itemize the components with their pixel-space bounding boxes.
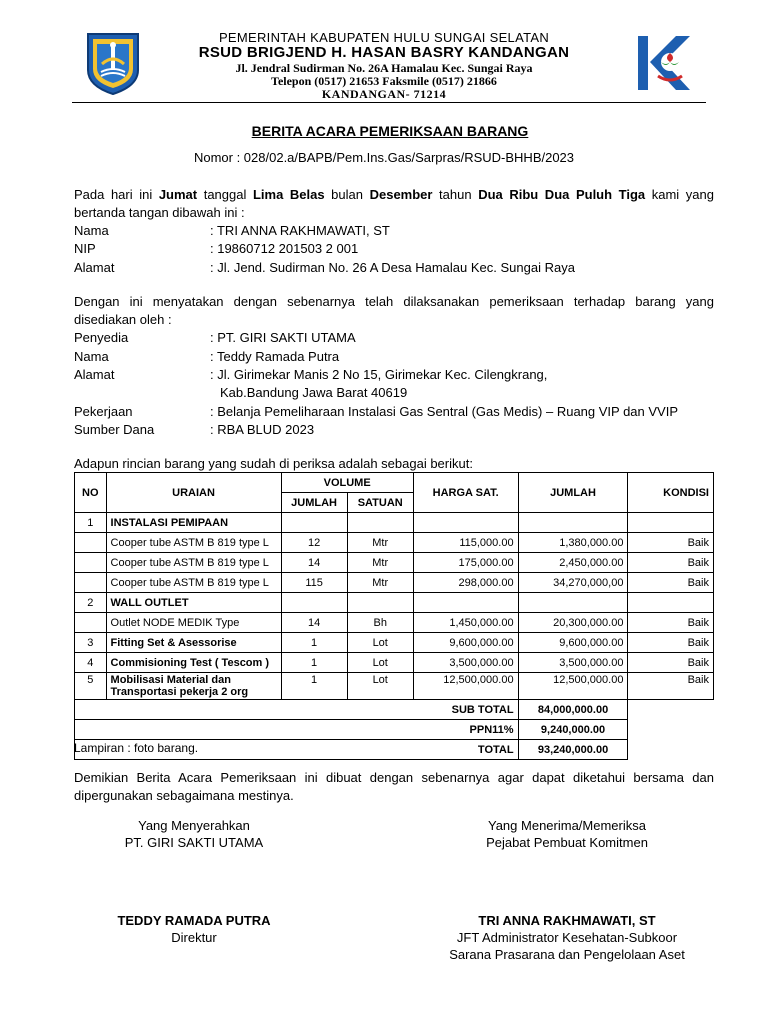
header-kondisi: KONDISI	[628, 473, 714, 513]
signature-right	[437, 817, 697, 851]
fund-source-label: Sumber Dana	[74, 422, 155, 437]
header-hospital-name: RSUD BRIGJEND H. HASAN BASRY KANDANGAN	[198, 44, 570, 61]
header-city: KANDANGAN- 71214	[321, 87, 447, 101]
cell-harga: 298,000.00	[413, 573, 518, 593]
table-row	[75, 673, 714, 700]
ppn-row	[75, 720, 714, 740]
cell-no	[75, 533, 107, 553]
provider-name-value: : Teddy Ramada Putra	[210, 349, 340, 364]
cell-sat: Lot	[347, 653, 413, 673]
cell-no	[75, 573, 107, 593]
cell-uraian: WALL OUTLET	[106, 593, 281, 613]
items-table	[74, 472, 714, 760]
header-jumlah: JUMLAH	[518, 473, 628, 513]
cell-vol: 115	[281, 573, 347, 593]
provider-value: : PT. GIRI SAKTI UTAMA	[210, 330, 356, 345]
subtotal-value: 84,000,000.00	[518, 700, 628, 720]
subtotal-row	[75, 700, 714, 720]
cell-harga: 1,450,000.00	[413, 613, 518, 633]
cell-sat: Lot	[347, 633, 413, 653]
right-role: Yang Menerima/Memeriksa	[488, 818, 646, 833]
document-number: Nomor : 028/02.a/BAPB/Pem.Ins.Gas/Sarpras/RSUD-BHHB/2023	[193, 150, 575, 165]
right-signatory-title-2: Sarana Prasarana dan Pengelolaan Aset	[449, 947, 685, 962]
provider-address-value-2: Kab.Bandung Jawa Barat 40619	[220, 385, 408, 400]
document-title: BERITA ACARA PEMERIKSAAN BARANG	[251, 123, 529, 139]
table-row	[75, 593, 714, 613]
left-role: Yang Menyerahkan	[138, 818, 250, 833]
header-uraian: URAIAN	[106, 473, 281, 513]
cell-harga: 12,500,000.00	[413, 673, 518, 700]
cell-jumlah: 20,300,000.00	[518, 613, 628, 633]
cell-harga	[413, 593, 518, 613]
cell-no	[75, 553, 107, 573]
cell-uraian: Commisioning Test ( Tescom )	[106, 653, 281, 673]
signature-left	[94, 817, 294, 851]
cell-vol: 14	[281, 613, 347, 633]
header-satuan: SATUAN	[347, 493, 413, 513]
header-divider	[72, 102, 706, 103]
cell-harga: 9,600,000.00	[413, 633, 518, 653]
cell-vol	[281, 593, 347, 613]
header-phone: Telepon (0517) 21653 Faksmile (0517) 21866	[271, 74, 497, 88]
officer-name-value: : TRI ANNA RAKHMAWATI, ST	[210, 223, 390, 238]
cell-kondisi: Baik	[628, 673, 714, 700]
cell-uraian: Fitting Set & Asessorise	[106, 633, 281, 653]
cell-vol: 1	[281, 653, 347, 673]
statement-paragraph: Dengan ini menyatakan dengan sebenarnya telah dilaksanakan pemeriksaan terhadap barang yang disediakan oleh :	[74, 294, 714, 327]
cell-no: 4	[75, 653, 107, 673]
subtotal-label: SUB TOTAL	[75, 700, 519, 720]
attachment-note: Lampiran : foto barang.	[74, 741, 199, 755]
cell-kondisi: Baik	[628, 613, 714, 633]
cell-uraian: Cooper tube ASTM B 819 type L	[106, 533, 281, 553]
total-label: TOTAL	[75, 740, 519, 760]
provider-address-label: Alamat	[74, 367, 115, 382]
ppn-value: 9,240,000.00	[518, 720, 628, 740]
table-row	[75, 633, 714, 653]
officer-name-label: Nama	[74, 223, 109, 238]
opening-paragraph: Pada hari ini Jumat tanggal Lima Belas bulan Desember tahun Dua Ribu Dua Puluh Tiga kami yang bertanda tangan dibawah ini :	[74, 187, 714, 220]
cell-no: 2	[75, 593, 107, 613]
provider-name-label: Nama	[74, 349, 109, 364]
cell-sat: Bh	[347, 613, 413, 633]
header-volume-jumlah: JUMLAH	[281, 493, 347, 513]
cell-uraian: Cooper tube ASTM B 819 type L	[106, 553, 281, 573]
cell-jumlah: 1,380,000.00	[518, 533, 628, 553]
cell-no	[75, 613, 107, 633]
cell-harga: 175,000.00	[413, 553, 518, 573]
officer-nip-label: NIP	[74, 241, 96, 256]
cell-uraian: INSTALASI PEMIPAAN	[106, 513, 281, 533]
header-no: NO	[75, 473, 107, 513]
cell-kondisi: Baik	[628, 573, 714, 593]
cell-jumlah	[518, 593, 628, 613]
provider-address-value-1: : Jl. Girimekar Manis 2 No 15, Girimekar Kec. Cilengkrang,	[210, 367, 548, 382]
cell-uraian: Mobilisasi Material dan Transportasi pekerja 2 org	[106, 673, 281, 700]
closing-paragraph: Demikian Berita Acara Pemeriksaan ini dibuat dengan sebenarnya agar dapat diketahui bersama dan dipergunakan sebagaimana mestinya.	[74, 770, 714, 803]
header-address: Jl. Jendral Sudirman No. 26A Hamalau Kec. Sungai Raya	[235, 61, 533, 75]
cell-harga	[413, 513, 518, 533]
left-signatory-name: TEDDY RAMADA PUTRA	[117, 913, 271, 928]
cell-jumlah: 2,450,000.00	[518, 553, 628, 573]
header-volume: VOLUME	[281, 473, 413, 493]
signature-right-name-block	[417, 912, 717, 963]
cell-vol: 12	[281, 533, 347, 553]
cell-sat	[347, 513, 413, 533]
cell-jumlah: 9,600,000.00	[518, 633, 628, 653]
left-org: PT. GIRI SAKTI UTAMA	[124, 835, 264, 850]
provider-label: Penyedia	[74, 330, 129, 345]
cell-sat: Mtr	[347, 553, 413, 573]
cell-no: 1	[75, 513, 107, 533]
cell-sat: Mtr	[347, 573, 413, 593]
right-signatory-name: TRI ANNA RAKHMAWATI, ST	[478, 913, 656, 928]
table-row	[75, 533, 714, 553]
cell-no: 5	[75, 673, 107, 700]
signature-left-name-block	[94, 912, 294, 946]
cell-jumlah: 34,270,000,00	[518, 573, 628, 593]
left-signatory-title: Direktur	[171, 930, 217, 945]
header-harga: HARGA SAT.	[413, 473, 518, 513]
cell-sat	[347, 593, 413, 613]
cell-uraian: Cooper tube ASTM B 819 type L	[106, 573, 281, 593]
table-row	[75, 513, 714, 533]
job-label: Pekerjaan	[74, 404, 133, 419]
cell-harga: 3,500,000.00	[413, 653, 518, 673]
cell-no: 3	[75, 633, 107, 653]
right-signatory-title-1: JFT Administrator Kesehatan-Subkoor	[456, 930, 678, 945]
cell-kondisi: Baik	[628, 653, 714, 673]
officer-address-value: : Jl. Jend. Sudirman No. 26 A Desa Hamalau Kec. Sungai Raya	[210, 260, 575, 275]
cell-harga: 115,000.00	[413, 533, 518, 553]
fund-source-value: : RBA BLUD 2023	[210, 422, 315, 437]
right-org: Pejabat Pembuat Komitmen	[486, 835, 648, 850]
cell-vol: 1	[281, 673, 347, 700]
cell-uraian: Outlet NODE MEDIK Type	[106, 613, 281, 633]
table-row	[75, 613, 714, 633]
cell-kondisi: Baik	[628, 553, 714, 573]
cell-jumlah: 3,500,000.00	[518, 653, 628, 673]
header-government: PEMERINTAH KABUPATEN HULU SUNGAI SELATAN	[218, 30, 550, 45]
total-value: 93,240,000.00	[518, 740, 628, 760]
cell-kondisi	[628, 513, 714, 533]
officer-address-label: Alamat	[74, 260, 115, 275]
cell-jumlah	[518, 513, 628, 533]
cell-kondisi: Baik	[628, 633, 714, 653]
table-row	[75, 573, 714, 593]
job-value: : Belanja Pemeliharaan Instalasi Gas Sentral (Gas Medis) – Ruang VIP dan VVIP	[210, 404, 679, 419]
table-header-row	[75, 473, 714, 493]
cell-jumlah: 12,500,000.00	[518, 673, 628, 700]
cell-vol	[281, 513, 347, 533]
cell-sat: Mtr	[347, 533, 413, 553]
cell-sat: Lot	[347, 673, 413, 700]
cell-vol: 14	[281, 553, 347, 573]
table-row	[75, 553, 714, 573]
table-intro: Adapun rincian barang yang sudah di periksa adalah sebagai berikut:	[74, 456, 473, 471]
ppn-label: PPN11%	[75, 720, 519, 740]
table-row	[75, 653, 714, 673]
cell-kondisi: Baik	[628, 533, 714, 553]
cell-vol: 1	[281, 633, 347, 653]
cell-kondisi	[628, 593, 714, 613]
officer-nip-value: : 19860712 201503 2 001	[210, 241, 359, 256]
